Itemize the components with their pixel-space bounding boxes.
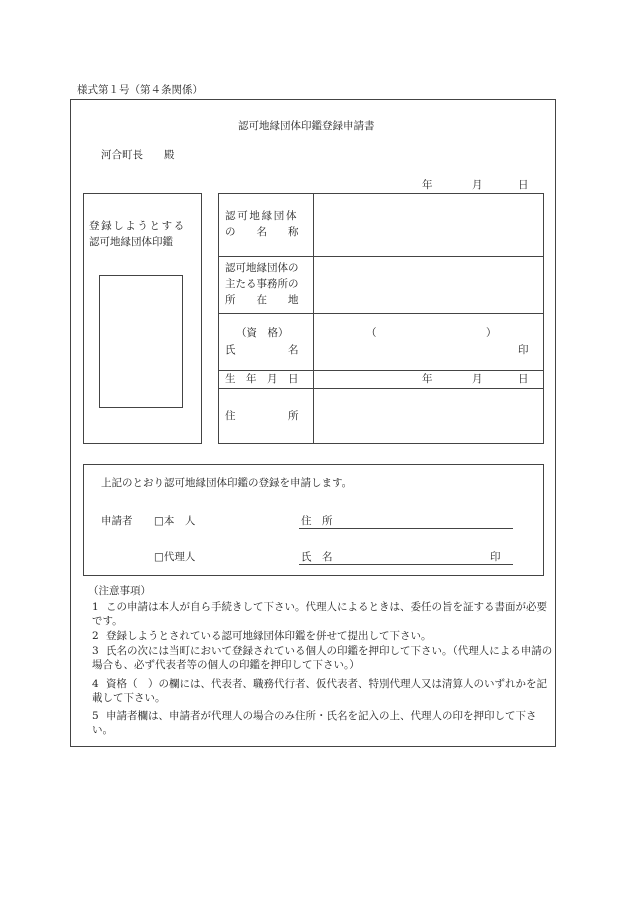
applicant-label: 申請者: [101, 515, 133, 527]
office-label-line3: 所 在 地: [225, 294, 299, 306]
seal-box-label-line1: 登録しようとする: [89, 220, 186, 232]
group-name-field[interactable]: [314, 194, 543, 256]
applicant-name-label: 氏 名: [301, 551, 333, 563]
name-label: 氏 名: [225, 344, 299, 356]
form-title: 認可地縁団体印鑑登録申請書: [238, 120, 375, 132]
birthdate-field[interactable]: [314, 371, 543, 388]
office-label-line1: 認可地縁団体の: [225, 262, 299, 274]
note-item: [92, 644, 554, 672]
birthdate-day-label: 日: [518, 373, 529, 385]
note-item: [92, 600, 554, 628]
self-option-checkbox[interactable]: □本 人: [154, 515, 196, 527]
date-day-label: 日: [518, 179, 529, 191]
qualification-field[interactable]: [378, 322, 483, 340]
representative-name-field[interactable]: [320, 341, 510, 361]
seal-box-label-line2: 認可地縁団体印鑑: [89, 236, 173, 248]
note-number: 1: [92, 601, 99, 613]
office-address-field[interactable]: [314, 257, 543, 313]
applicant-name-field[interactable]: [299, 564, 513, 565]
note-number: 5: [92, 710, 99, 722]
date-month-label: 月: [472, 179, 483, 191]
table-row-divider: [218, 313, 544, 314]
seal-impression-area[interactable]: [99, 275, 183, 408]
applicant-seal-mark: 印: [490, 551, 501, 563]
form-number: 様式第１号（第４条関係）: [77, 84, 203, 96]
applicant-address-label: 住 所: [301, 515, 333, 527]
agent-option-checkbox[interactable]: □代理人: [154, 551, 196, 563]
note-number: 2: [92, 630, 99, 642]
birthdate-label: 生 年 月 日: [225, 373, 299, 385]
representative-address-field[interactable]: [314, 389, 543, 443]
seal-mark: 印: [518, 344, 529, 356]
qualification-close-paren: ）: [486, 327, 497, 339]
address-label: 住 所: [225, 410, 299, 422]
note-text: 氏名の次には当町において登録されている個人の印鑑を押印して下さい。（代理人による申請の場合も、必ず代表者等の個人の印鑑を押印して下さい。）: [92, 645, 553, 671]
birthdate-year-label: 年: [422, 373, 433, 385]
note-number: 4: [92, 678, 99, 690]
date-year-label: 年: [422, 179, 433, 191]
office-label-line2: 主たる事務所の: [225, 278, 299, 290]
note-item: [92, 629, 554, 643]
note-item: [92, 677, 554, 705]
group-name-label-line1: 認可地縁団体: [225, 210, 299, 222]
addressee: 河合町長 殿: [101, 149, 175, 161]
note-item: [92, 709, 554, 737]
applicant-address-field[interactable]: [299, 528, 513, 529]
note-text: この申請は本人が自ら手続きして下さい。代理人によるときは、委任の旨を証する書面が必要です。: [92, 601, 547, 627]
note-text: 申請者欄は、申請者が代理人の場合のみ住所・氏名を記入の上、代理人の印を押印して下さい。: [92, 710, 537, 736]
notes-heading: （注意事項）: [88, 585, 151, 597]
note-number: 3: [92, 645, 99, 657]
qualification-open-paren: （: [366, 327, 377, 339]
qualification-label: （資 格）: [236, 327, 289, 339]
note-text: 登録しようとされている認可地縁団体印鑑を併せて提出して下さい。: [106, 630, 432, 642]
note-text: 資格（ ）の欄には、代表者、職務代行者、仮代表者、特別代理人又は清算人のいずれかを記載して下さい。: [92, 678, 547, 704]
birthdate-month-label: 月: [472, 373, 483, 385]
application-statement: 上記のとおり認可地縁団体印鑑の登録を申請します。: [101, 477, 353, 489]
group-name-label-line2: の 名 称: [225, 226, 299, 238]
